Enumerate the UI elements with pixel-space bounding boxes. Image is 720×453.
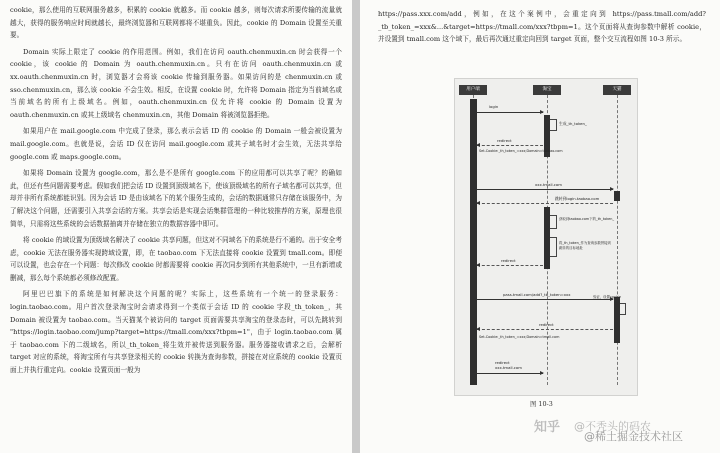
watermark-author: @不秃头的码农 (574, 420, 651, 433)
self-call (550, 119, 557, 131)
message-label: login (489, 104, 499, 109)
message-label: 获取到taobao.com下的_th_token_ (559, 217, 615, 221)
paragraph: 如果用户在 mail.google.com 中完成了登录，那么表示会话 ID 的 cookie 的 Domain 一般会被设置为 mail.google.com。也就是说，会话 ID 仅在访问 mail.google.com 或其子域名时才会生效，无法共享给 google.com 或 maps.google.com。 (10, 127, 342, 161)
message-arrow (477, 112, 543, 113)
message-label: 跳转到login.taobao.com (555, 196, 600, 201)
message-label: redirect (497, 138, 512, 143)
paragraph: 将 cookie 的域设置为顶级域名解决了 cookie 共享问题，但这对不同域名下的系统是行不通的。出于安全考虑，cookie 无法在服务器实现跨域设置，即，在 taobao.com 下无法直接将 cookie 设置到 tmall.com。即便可以设置，也会存在一个问题：每次修改 cookie 时都需要将 cookie 再次同步到所有其他系统中，一旦有新增或删减，那么每个系统都必须修改配置。 (10, 236, 342, 282)
self-call (550, 215, 557, 229)
activation-user (470, 99, 477, 385)
message-label: 将_th_token_作为查询参数拼接到跳转的目标地址 (559, 241, 611, 250)
message-label: redirect (495, 360, 510, 365)
message-label: xxx.tmall.com (495, 365, 522, 370)
message-label: redirect (539, 322, 554, 327)
message-arrow (477, 265, 543, 266)
message-arrow (477, 373, 543, 374)
self-call (550, 237, 557, 257)
sequence-diagram (454, 78, 638, 396)
message-label: 验证，设置cookie (593, 295, 621, 299)
activation-tmall-1 (614, 191, 620, 201)
message-arrow (477, 329, 613, 330)
message-label: Set-Cookie:_th_token_=xxx;Domain=taobao.com (479, 149, 563, 153)
message-label: Set-Cookie:_th_token_=xxx;Domain=tmall.com (479, 335, 560, 339)
actor-tmall: 天猫 (603, 85, 631, 95)
paragraph: https://pass.xxx.com/add，例如，在这个案例中，会重定向到 https://pass.tmall.com/add?_tb_token_=xxx&...&target=https://tmall.com/xxx?tbpm=1。这个页面将从查询参数中解析 cookie，并设置到 tmall.com 这个域下，最后再次通过重定向回到 target 页面，整个交互流程如图 10-3 所示。 (378, 10, 706, 44)
message-label: xxx.tmall.com (535, 182, 562, 187)
message-label: pass.tmall.com/add?_tb_token=xxx (503, 292, 571, 297)
actor-taobao: 淘宝 (533, 85, 561, 95)
actor-user: 用户端 (459, 85, 487, 95)
message-arrow (477, 189, 613, 190)
left-page (0, 0, 352, 453)
paragraph: Domain 实际上限定了 cookie 的作用范围。例如，我们在访问 oauth.chenmuxin.cn 时会获得一个 cookie，该 cookie 的 Domain 为 oauth.chenmuxin.cn。只有在访问 oauth.chenmuxin.cn 或 xx.oauth.chenmuxin.cn 时，浏览器才会将该 cookie 传输到服务器。如果访问的是 chenmuxin.cn 或 sso.chenmuxin.cn，那么该 cookie 不会生效。相反，在设置 cookie 时，允许将 Domain 指定为当前域名或当前域名的所有上级域名。例如，oauth.chenmuxin.cn 仅允许将 cookie 的 Domain 设置为 oauth.chenmuxin.cn 或其上级域名 chenmuxin.cn，其他 Domain 将被浏览器拒绝。 (10, 47, 342, 119)
paragraph: 如果将 Domain 设置为 google.com，那么是不是所有 google.com 下的应用都可以共享了呢？的确如此，但还有些问题需要考虑。假如我们把会话 ID 设置到顶级域名下，使该顶级域名的所有子域名都可以共享，但却并非所有系统都能识别。因为会话 ID 是由该域名下的某个服务生成的，会话的数据通常只存储在该服务中，为了解决这个问题，还需要引入共享会话的方案。共享会话是实现会话集群管理的一种比较推荐的方案，原理也很简单，只需将这些系统的会话数据抽离并存储在独立的数据容器中即可。 (10, 169, 342, 228)
message-label: redirect (501, 258, 516, 263)
watermark (534, 414, 720, 444)
watermark-site: 知乎 (534, 420, 561, 435)
message-arrow (477, 145, 543, 146)
message-label: 生成_th_token_ (559, 121, 587, 126)
paragraph: 阿里巴巴旗下的系统是如何解决这个问题的呢？实际上，这些系统有一个统一的登录服务：login.taobao.com。用户首次登录淘宝时会请求得到一个类似于会话 ID 的 cookie 字段_th_token_，其 Domain 被设置为 taobao.com。当天猫某个被访问的 target 页面需要共享淘宝的登录态时，可以先跳转到 "https://login.taobao.com/jump?target=https://tmall.com/xxx?tbpm=1"，由于 login.taobao.com 属于 taobao.com 下的二级域名，所以_th_token_将生效并被传送到服务器。服务器接收请求之后，会解析 target 对应的系统，将淘宝所有与共享登录相关的 cookie 转换为查询参数，拼接在对应系统的 cookie 设置页面上并执行重定向。cookie 设置页面一般为 (10, 290, 342, 375)
message-arrow (477, 203, 613, 204)
watermark-platform: @稀土掘金技术社区 (584, 430, 683, 443)
paragraph: cookie，那么使用的互联网服务越多，积累的 cookie 就越多。而 cookie 越多，则每次请求所要传输的流量就越大，获得的服务响应时间就越长，最终浏览器和互联网都将不堪重负。因此，cookie 的 Domain 设置至关重要。 (10, 6, 342, 40)
self-call (620, 303, 626, 315)
figure-caption: 图 10-3 (530, 400, 553, 408)
